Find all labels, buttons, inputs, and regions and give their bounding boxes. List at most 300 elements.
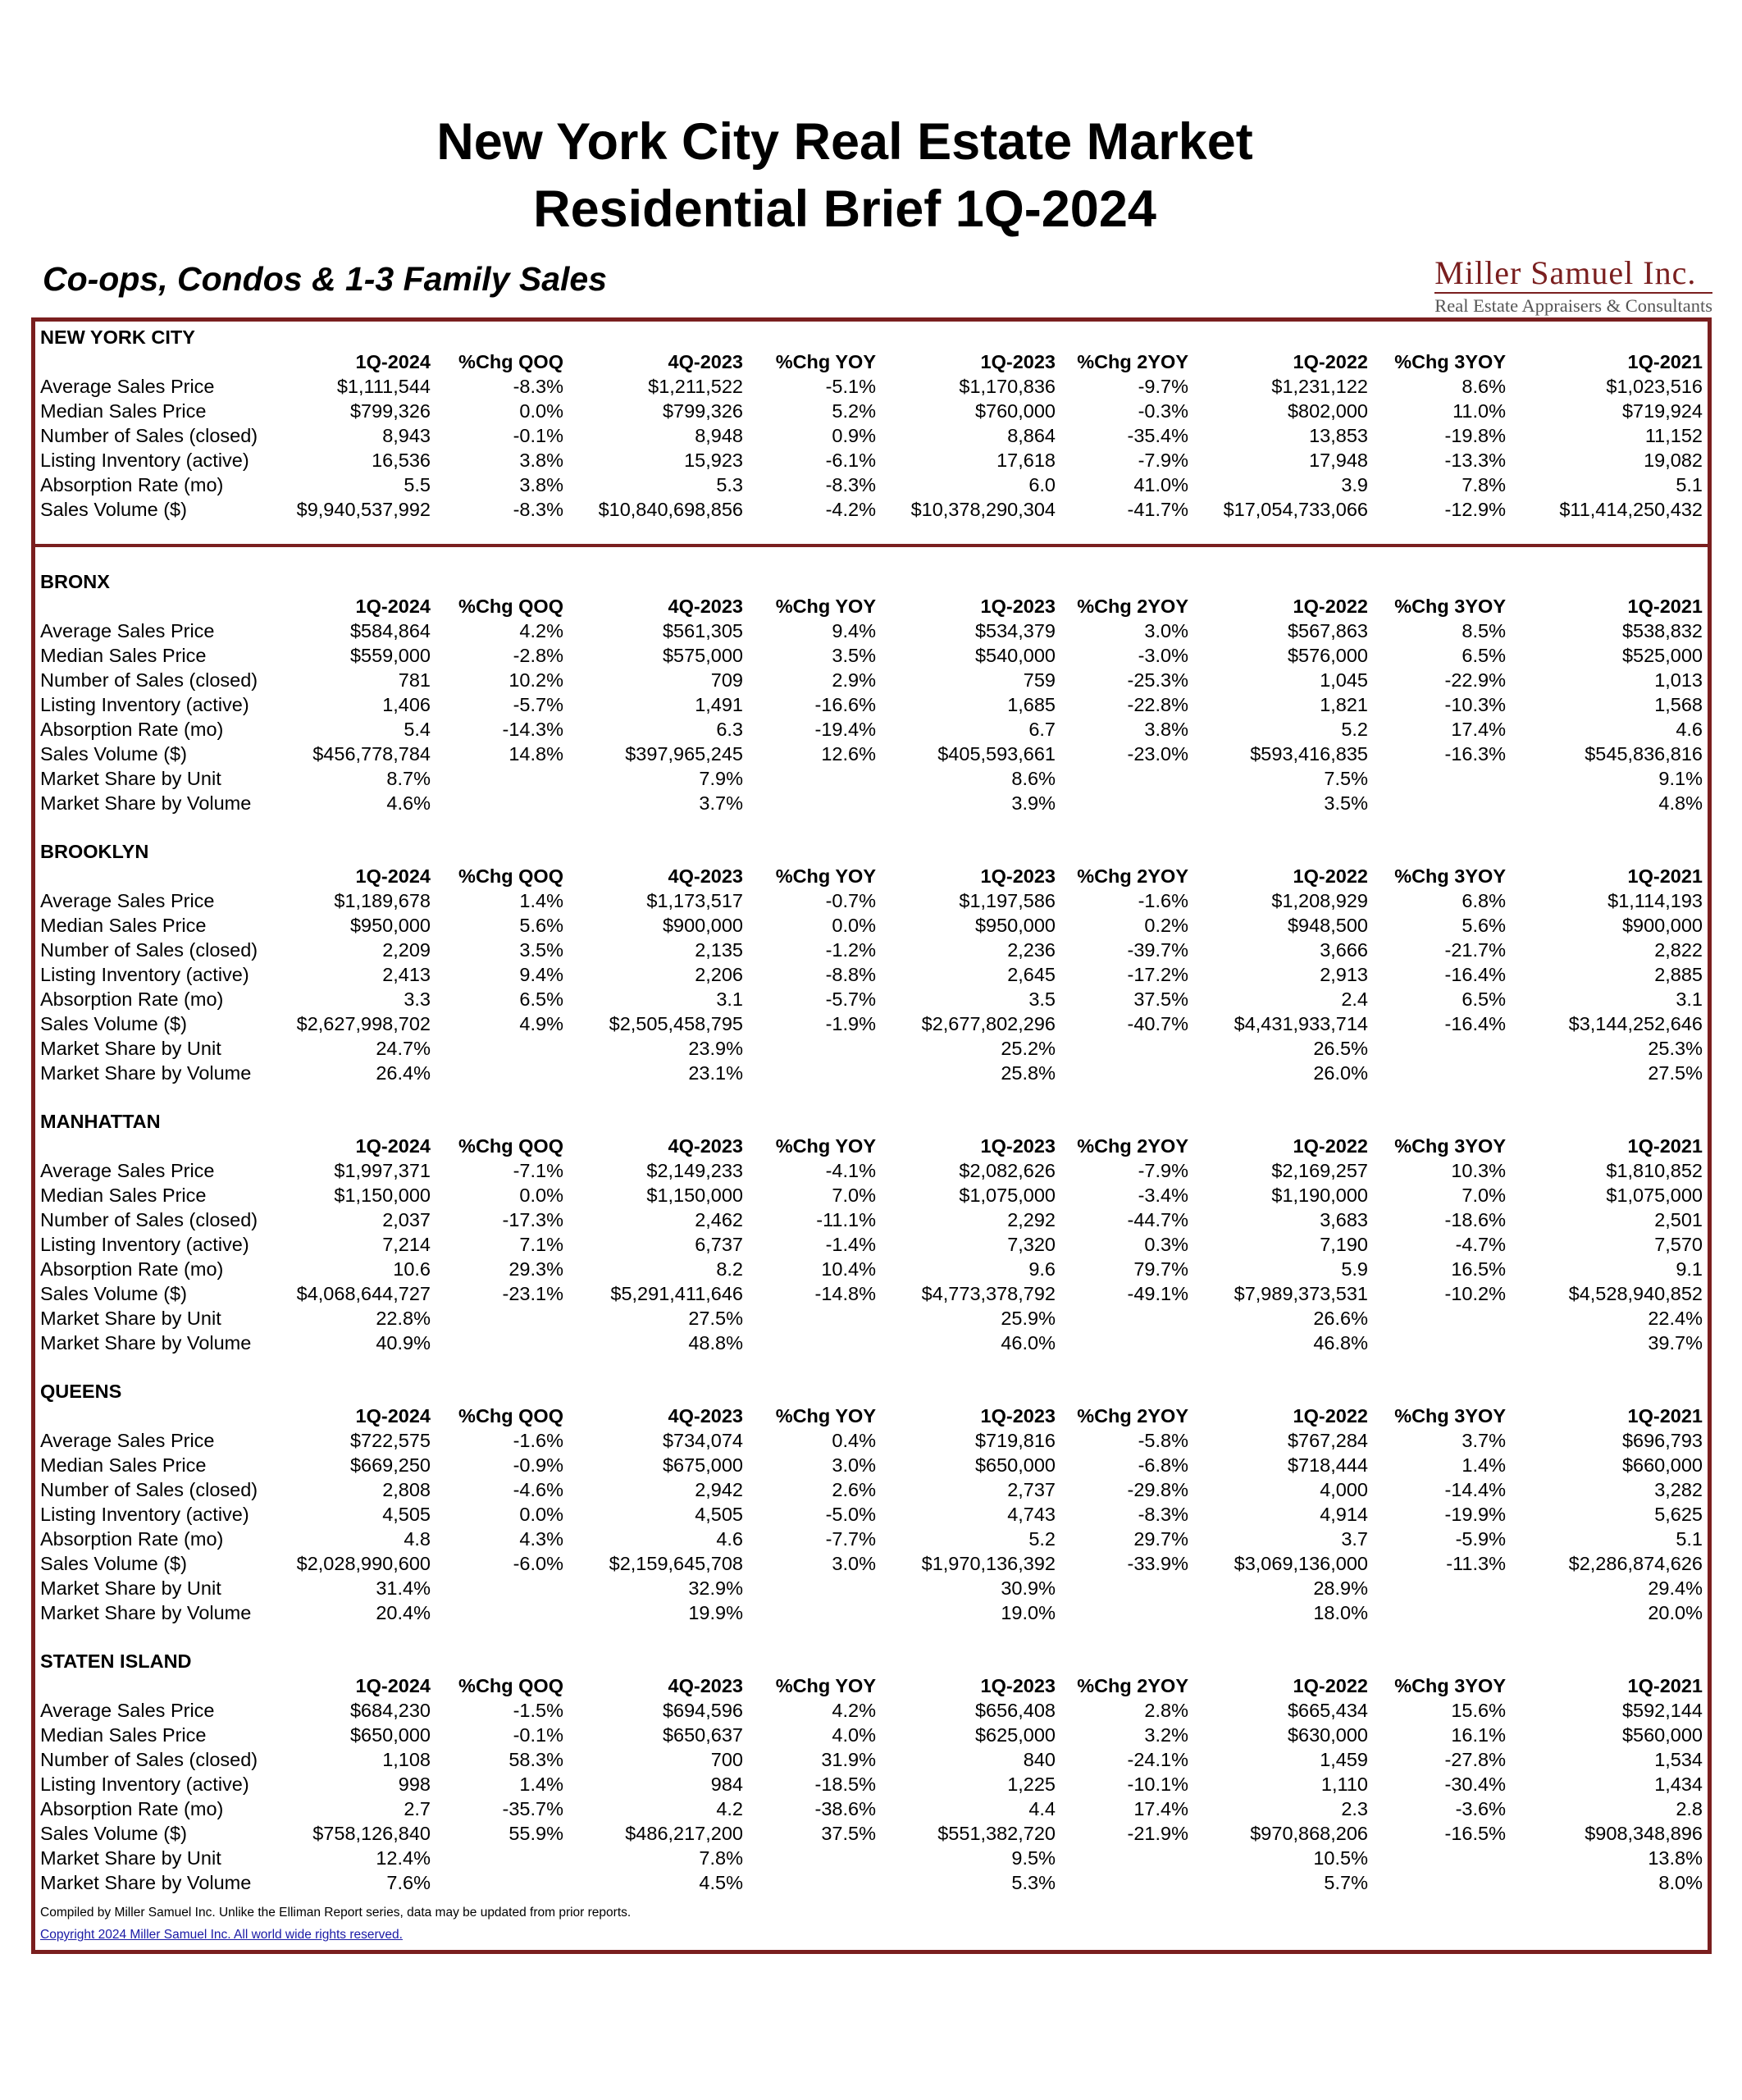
table-row (40, 1036, 1703, 1061)
table-cell: 3.5% (1324, 792, 1368, 814)
table-cell: 759 (1023, 669, 1056, 691)
table-cell: -21.9% (1127, 1823, 1188, 1844)
column-header: %Chg 3YOY (1394, 1135, 1506, 1157)
table-cell: 2,913 (1320, 964, 1368, 985)
section-title: BRONX (40, 571, 110, 592)
table-cell: $405,593,661 (937, 743, 1056, 765)
table-cell: 4.3% (519, 1528, 563, 1550)
row-label: Number of Sales (closed) (40, 1209, 258, 1230)
row-label: Market Share by Volume (40, 1872, 252, 1893)
table-cell: -18.5% (814, 1774, 876, 1795)
table-cell: -1.2% (825, 939, 876, 961)
column-header: 1Q-2023 (980, 1135, 1056, 1157)
row-label: Absorption Rate (mo) (40, 719, 224, 740)
table-cell: $694,596 (662, 1700, 743, 1721)
table-cell: -0.1% (513, 425, 563, 446)
table-cell: 8.2 (716, 1258, 743, 1280)
table-cell: 4.9% (519, 1013, 563, 1034)
table-cell: -8.3% (513, 376, 563, 397)
table-cell: $10,840,698,856 (598, 499, 743, 520)
table-cell: 3.8% (1144, 719, 1188, 740)
table-cell: 840 (1023, 1749, 1056, 1770)
table-cell: -0.7% (825, 890, 876, 911)
column-header: 1Q-2022 (1293, 596, 1368, 617)
table-cell: 26.6% (1313, 1308, 1368, 1329)
table-cell: 2.9% (832, 669, 876, 691)
table-cell: 5.4 (404, 719, 431, 740)
table-cell: -30.4% (1444, 1774, 1506, 1795)
table-cell: 3.0% (832, 1553, 876, 1574)
row-label: Sales Volume ($) (40, 1013, 187, 1034)
table-cell: $560,000 (1621, 1724, 1703, 1746)
table-row (40, 1061, 1703, 1085)
table-cell: $630,000 (1287, 1724, 1368, 1746)
table-cell: 16.1% (1451, 1724, 1506, 1746)
table-cell: -7.7% (825, 1528, 876, 1550)
table-cell: 25.8% (1001, 1062, 1056, 1084)
table-cell: 781 (398, 669, 431, 691)
table-cell: -19.9% (1444, 1504, 1506, 1525)
table-cell: -4.1% (825, 1160, 876, 1181)
table-cell: $456,778,784 (312, 743, 431, 765)
column-header: 4Q-2023 (668, 1135, 743, 1157)
table-cell: 22.4% (1648, 1308, 1703, 1329)
table-cell: -19.8% (1444, 425, 1506, 446)
table-cell: -8.3% (1138, 1504, 1188, 1525)
table-cell: $908,348,896 (1585, 1823, 1703, 1844)
table-cell: $2,159,645,708 (609, 1553, 743, 1574)
table-cell: 700 (710, 1749, 743, 1770)
row-label: Median Sales Price (40, 645, 207, 666)
table-cell: -4.2% (825, 499, 876, 520)
table-row (40, 692, 1703, 717)
table-cell: 2,236 (1007, 939, 1056, 961)
table-cell: 3,666 (1320, 939, 1368, 961)
table-cell: 2,822 (1654, 939, 1703, 961)
table-row (40, 791, 1703, 815)
table-cell: 31.9% (821, 1749, 876, 1770)
column-header: 1Q-2022 (1293, 351, 1368, 372)
table-row (40, 399, 1703, 423)
table-cell: $1,111,544 (336, 376, 431, 397)
table-cell: 19.0% (1001, 1602, 1056, 1623)
row-label: Market Share by Volume (40, 1602, 252, 1623)
row-label: Sales Volume ($) (40, 1823, 187, 1844)
table-cell: 2,292 (1007, 1209, 1056, 1230)
table-row (40, 1331, 1703, 1355)
table-cell: 12.6% (821, 743, 876, 765)
column-header: 1Q-2023 (980, 1675, 1056, 1696)
column-header: 1Q-2021 (1627, 596, 1703, 617)
table-cell: 3.9% (1011, 792, 1056, 814)
row-label: Average Sales Price (40, 890, 215, 911)
table-cell: 4.6 (716, 1528, 743, 1550)
table-cell: $1,075,000 (1606, 1185, 1703, 1206)
table-cell: $2,082,626 (959, 1160, 1056, 1181)
table-cell: $948,500 (1287, 915, 1368, 936)
table-cell: -0.3% (1138, 400, 1188, 422)
column-header: 1Q-2021 (1627, 351, 1703, 372)
table-cell: $1,211,522 (648, 376, 743, 397)
table-cell: $722,575 (349, 1430, 431, 1451)
table-cell: 10.4% (821, 1258, 876, 1280)
table-cell: 4.2% (519, 620, 563, 641)
table-cell: 15,923 (684, 450, 743, 471)
table-cell: 11.0% (1452, 400, 1506, 422)
table-row (40, 938, 1703, 962)
table-cell: -1.9% (825, 1013, 876, 1034)
table-cell: -10.2% (1444, 1283, 1506, 1304)
column-header: 1Q-2024 (355, 1675, 431, 1696)
table-row (40, 1208, 1703, 1232)
table-cell: 4.0% (832, 1724, 876, 1746)
column-header: %Chg 3YOY (1394, 865, 1506, 887)
table-cell: 1,434 (1654, 1774, 1703, 1795)
column-header: 1Q-2021 (1627, 1135, 1703, 1157)
row-label: Number of Sales (closed) (40, 425, 258, 446)
table-cell: 2,645 (1007, 964, 1056, 985)
table-cell: 1,013 (1654, 669, 1703, 691)
table-cell: 9.5% (1011, 1847, 1056, 1869)
row-label: Sales Volume ($) (40, 499, 187, 520)
column-header: 4Q-2023 (668, 596, 743, 617)
table-cell: 984 (710, 1774, 743, 1795)
table-cell: 20.4% (376, 1602, 431, 1623)
table-row (40, 913, 1703, 938)
table-cell: $719,816 (974, 1430, 1056, 1451)
table-cell: -5.7% (513, 694, 563, 715)
table-cell: -1.6% (1138, 890, 1188, 911)
column-header: %Chg YOY (775, 1135, 876, 1157)
table-cell: $534,379 (974, 620, 1056, 641)
table-cell: 1,568 (1654, 694, 1703, 715)
table-row (40, 1576, 1703, 1600)
table-cell: 19.9% (688, 1602, 743, 1623)
column-header: 1Q-2023 (980, 1405, 1056, 1427)
table-row (40, 962, 1703, 987)
table-row (40, 1158, 1703, 1183)
row-label: Average Sales Price (40, 620, 215, 641)
section-staten-island (40, 1649, 1703, 1895)
table-cell: 5.5 (404, 474, 431, 495)
table-cell: 2,501 (1654, 1209, 1703, 1230)
table-cell: 8.0% (1658, 1872, 1703, 1893)
table-cell: 3.3 (404, 988, 431, 1010)
column-header: 1Q-2024 (355, 596, 431, 617)
row-label: Median Sales Price (40, 400, 207, 422)
column-header: 4Q-2023 (668, 865, 743, 887)
column-header-row (40, 594, 1703, 619)
column-header: %Chg QOQ (458, 865, 563, 887)
table-cell: $1,208,929 (1271, 890, 1368, 911)
table-cell: 3.7 (1341, 1528, 1368, 1550)
table-cell: $669,250 (349, 1454, 431, 1476)
table-row (40, 987, 1703, 1011)
row-label: Listing Inventory (active) (40, 1774, 249, 1795)
table-cell: $718,444 (1287, 1454, 1368, 1476)
table-cell: 12.4% (376, 1847, 431, 1869)
table-cell: $593,416,835 (1250, 743, 1368, 765)
table-cell: $575,000 (662, 645, 743, 666)
title-line-2: Residential Brief 1Q-2024 (533, 180, 1156, 238)
table-cell: 5.6% (1462, 915, 1506, 936)
table-cell: 5.1 (1676, 1528, 1703, 1550)
table-cell: 32.9% (688, 1577, 743, 1599)
table-cell: 79.7% (1133, 1258, 1188, 1280)
table-cell: 1,685 (1007, 694, 1056, 715)
table-cell: 0.0% (519, 400, 563, 422)
table-cell: $4,431,933,714 (1234, 1013, 1368, 1034)
table-cell: 2,737 (1007, 1479, 1056, 1500)
table-cell: -22.9% (1444, 669, 1506, 691)
table-row (40, 1551, 1703, 1576)
table-cell: 2,206 (695, 964, 743, 985)
table-row (40, 1698, 1703, 1723)
table-cell: $538,832 (1621, 620, 1703, 641)
table-row (40, 1870, 1703, 1895)
copyright-link[interactable]: Copyright 2024 Miller Samuel Inc. All world wide rights reserved. (40, 1928, 403, 1942)
table-cell: 7.6% (386, 1872, 431, 1893)
table-cell: 58.3% (508, 1749, 563, 1770)
section-title: STATEN ISLAND (40, 1650, 192, 1672)
table-cell: -21.7% (1444, 939, 1506, 961)
table-row (40, 1183, 1703, 1208)
table-cell: 709 (710, 669, 743, 691)
table-cell: 7,570 (1654, 1234, 1703, 1255)
table-cell: 19,082 (1644, 450, 1703, 471)
table-cell: 46.0% (1001, 1332, 1056, 1354)
row-label: Median Sales Price (40, 1724, 207, 1746)
table-cell: -39.7% (1127, 939, 1188, 961)
table-cell: 3.5 (1028, 988, 1056, 1010)
table-cell: $1,150,000 (334, 1185, 431, 1206)
table-cell: 10.6 (393, 1258, 431, 1280)
column-header: 4Q-2023 (668, 351, 743, 372)
table-cell: 4,000 (1320, 1479, 1368, 1500)
table-cell: -8.8% (825, 964, 876, 985)
table-cell: -6.8% (1138, 1454, 1188, 1476)
table-cell: 4.2 (716, 1798, 743, 1819)
table-cell: -0.9% (513, 1454, 563, 1476)
section-title: BROOKLYN (40, 841, 149, 862)
table-cell: 6.5% (1462, 645, 1506, 666)
column-header: %Chg 3YOY (1394, 351, 1506, 372)
section-title: QUEENS (40, 1381, 122, 1402)
section-bronx (40, 569, 1703, 815)
row-label: Listing Inventory (active) (40, 450, 249, 471)
row-label: Listing Inventory (active) (40, 964, 249, 985)
table-cell: $10,378,290,304 (910, 499, 1056, 520)
table-cell: 998 (398, 1774, 431, 1795)
column-header: 1Q-2024 (355, 1135, 431, 1157)
table-cell: 8.6% (1011, 768, 1056, 789)
table-row (40, 717, 1703, 742)
table-cell: 7.9% (699, 768, 743, 789)
table-cell: $696,793 (1621, 1430, 1703, 1451)
table-cell: 7,320 (1007, 1234, 1056, 1255)
table-cell: 22.8% (376, 1308, 431, 1329)
row-label: Market Share by Unit (40, 1038, 221, 1059)
table-cell: 2.4 (1341, 988, 1368, 1010)
table-cell: -1.6% (513, 1430, 563, 1451)
table-cell: 7.8% (1462, 474, 1506, 495)
row-label: Sales Volume ($) (40, 1553, 187, 1574)
table-cell: 1,534 (1654, 1749, 1703, 1770)
table-cell: $1,173,517 (646, 890, 743, 911)
table-row (40, 1011, 1703, 1036)
table-cell: 8.7% (386, 768, 431, 789)
table-cell: 14.8% (508, 743, 563, 765)
table-cell: $760,000 (974, 400, 1056, 422)
table-cell: $650,000 (974, 1454, 1056, 1476)
table-row (40, 766, 1703, 791)
row-label: Sales Volume ($) (40, 1283, 187, 1304)
column-header: %Chg 2YOY (1077, 1675, 1188, 1696)
footer (40, 1901, 631, 1946)
table-cell: $2,677,802,296 (921, 1013, 1056, 1034)
table-cell: 4.8 (404, 1528, 431, 1550)
column-header: %Chg 2YOY (1077, 596, 1188, 617)
table-cell: 7.0% (1462, 1185, 1506, 1206)
table-cell: $561,305 (662, 620, 743, 641)
table-cell: $540,000 (974, 645, 1056, 666)
table-cell: -5.1% (825, 376, 876, 397)
row-label: Average Sales Price (40, 1160, 215, 1181)
table-cell: -29.8% (1127, 1479, 1188, 1500)
table-cell: 8.6% (1462, 376, 1506, 397)
table-row (40, 374, 1703, 399)
table-cell: 2,413 (382, 964, 431, 985)
table-row (40, 888, 1703, 913)
table-cell: -19.4% (814, 719, 876, 740)
section-title: MANHATTAN (40, 1111, 161, 1132)
table-cell: 5.2% (832, 400, 876, 422)
table-cell: 1,045 (1320, 669, 1368, 691)
table-cell: $1,114,193 (1607, 890, 1703, 911)
table-cell: $2,028,990,600 (296, 1553, 431, 1574)
table-row (40, 1232, 1703, 1257)
table-cell: -25.3% (1127, 669, 1188, 691)
table-cell: $1,197,586 (959, 890, 1056, 911)
table-cell: -16.5% (1444, 1823, 1506, 1844)
table-cell: $900,000 (1621, 915, 1703, 936)
table-row (40, 1306, 1703, 1331)
table-row (40, 619, 1703, 643)
table-cell: $660,000 (1621, 1454, 1703, 1476)
table-cell: $684,230 (349, 1700, 431, 1721)
table-cell: 2,942 (695, 1479, 743, 1500)
table-cell: $525,000 (1621, 645, 1703, 666)
table-cell: 9.4% (832, 620, 876, 641)
table-cell: $11,414,250,432 (1559, 499, 1703, 520)
row-label: Market Share by Unit (40, 1308, 221, 1329)
table-cell: 2.3 (1341, 1798, 1368, 1819)
table-cell: $397,965,245 (625, 743, 743, 765)
column-header: 4Q-2023 (668, 1675, 743, 1696)
table-cell: 37.5% (1133, 988, 1188, 1010)
table-cell: -2.8% (513, 645, 563, 666)
table-row (40, 472, 1703, 497)
column-header: %Chg YOY (775, 351, 876, 372)
table-cell: 15.6% (1451, 1700, 1506, 1721)
table-cell: -13.3% (1444, 450, 1506, 471)
table-cell: -38.6% (814, 1798, 876, 1819)
table-cell: $567,863 (1287, 620, 1368, 641)
table-cell: 5.6% (519, 915, 563, 936)
table-cell: 13,853 (1309, 425, 1368, 446)
column-header-row (40, 1134, 1703, 1158)
table-cell: $1,170,836 (959, 376, 1056, 397)
company-logo (1434, 254, 1712, 317)
table-cell: 16,536 (372, 450, 431, 471)
table-cell: -5.7% (825, 988, 876, 1010)
table-cell: 3.2% (1144, 1724, 1188, 1746)
table-cell: 6.5% (519, 988, 563, 1010)
column-header: 1Q-2021 (1627, 865, 1703, 887)
table-cell: -16.6% (814, 694, 876, 715)
table-cell: $1,997,371 (334, 1160, 431, 1181)
table-cell: -4.6% (513, 1479, 563, 1500)
row-label: Absorption Rate (mo) (40, 988, 224, 1010)
table-cell: 2.6% (832, 1479, 876, 1500)
section-queens (40, 1379, 1703, 1625)
table-cell: -22.8% (1127, 694, 1188, 715)
table-cell: $545,836,816 (1585, 743, 1703, 765)
table-cell: 6.7 (1028, 719, 1056, 740)
table-cell: 17,618 (996, 450, 1056, 471)
table-row (40, 1453, 1703, 1477)
table-cell: 27.5% (1648, 1062, 1703, 1084)
table-cell: 1,225 (1007, 1774, 1056, 1795)
table-cell: -16.3% (1444, 743, 1506, 765)
table-cell: $3,144,252,646 (1568, 1013, 1703, 1034)
row-label: Median Sales Price (40, 1185, 207, 1206)
column-header: %Chg QOQ (458, 1675, 563, 1696)
column-header: 1Q-2021 (1627, 1405, 1703, 1427)
table-cell: 2,462 (695, 1209, 743, 1230)
table-cell: $3,069,136,000 (1234, 1553, 1368, 1574)
table-cell: $9,940,537,992 (296, 499, 431, 520)
table-cell: 6,737 (695, 1234, 743, 1255)
table-cell: 2,808 (382, 1479, 431, 1500)
table-cell: 26.4% (376, 1062, 431, 1084)
column-header: %Chg 2YOY (1077, 1405, 1188, 1427)
table-cell: 2,037 (382, 1209, 431, 1230)
table-cell: 6.0 (1028, 474, 1056, 495)
table-cell: 4,914 (1320, 1504, 1368, 1525)
table-cell: 8,948 (695, 425, 743, 446)
column-header: %Chg QOQ (458, 1405, 563, 1427)
table-cell: -14.4% (1444, 1479, 1506, 1500)
table-cell: -33.9% (1127, 1553, 1188, 1574)
table-cell: 26.0% (1313, 1062, 1368, 1084)
table-row (40, 643, 1703, 668)
column-header-row (40, 1673, 1703, 1698)
table-cell: 4,743 (1007, 1504, 1056, 1525)
table-cell: $970,868,206 (1250, 1823, 1368, 1844)
table-cell: $559,000 (349, 645, 431, 666)
table-cell: 6.8% (1462, 890, 1506, 911)
table-cell: $758,126,840 (312, 1823, 431, 1844)
table-cell: 3.8% (519, 450, 563, 471)
logo-tagline: Real Estate Appraisers & Consultants (1434, 292, 1712, 317)
table-cell: -6.1% (825, 450, 876, 471)
table-cell: $1,150,000 (646, 1185, 743, 1206)
table-cell: 2.8% (1144, 1700, 1188, 1721)
table-row (40, 1723, 1703, 1747)
table-cell: 25.9% (1001, 1308, 1056, 1329)
table-cell: 7.5% (1324, 768, 1368, 789)
